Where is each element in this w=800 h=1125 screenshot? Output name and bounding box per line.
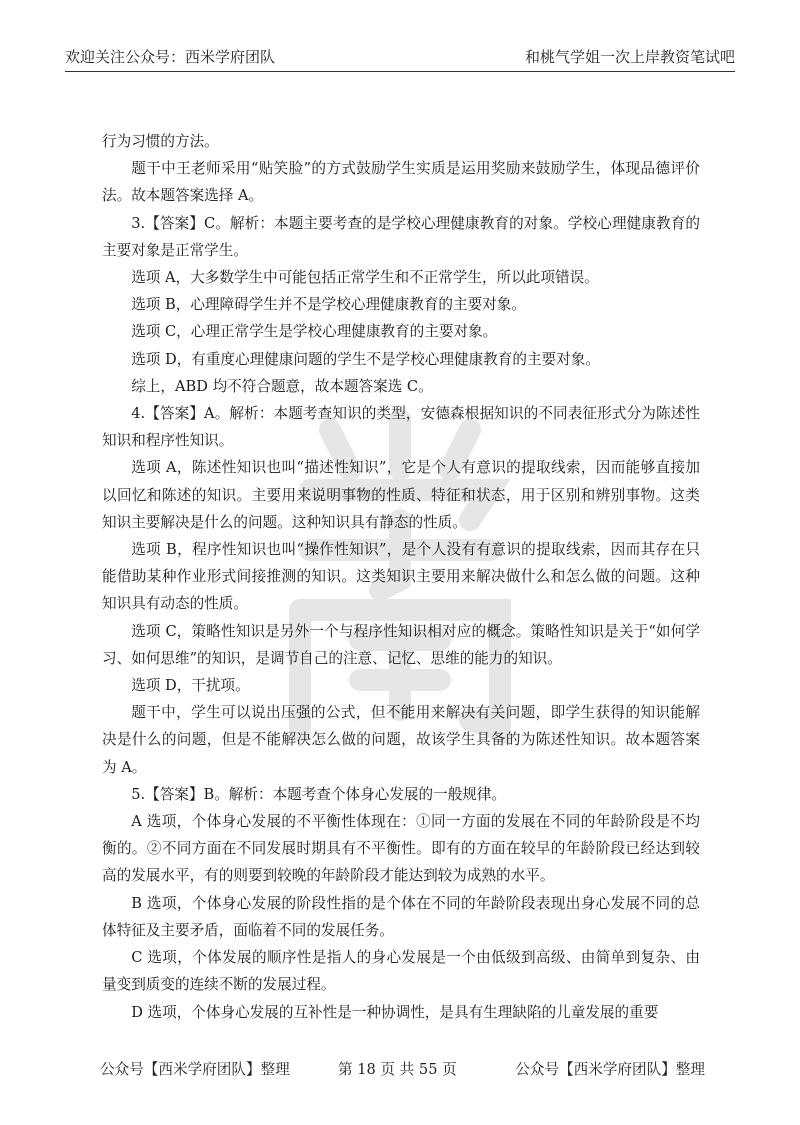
footer-right-text: 公众号【西米学府团队】整理 [515,1061,705,1078]
paragraph: 选项 B，心理障碍学生并不是学校心理健康教育的主要对象。 [131,296,526,314]
paragraph: 选项 A，陈述性知识也叫“描述性知识”，它是个人有意识的提取线索，因而能够直接加以回忆和陈述的知识。主要用来说明事物的性质、特征和状态，用于区别和辨别事物。这类知识主要解决是什么的问题。这种知识具有静态的性质。 [102,459,700,531]
header-right-text: 和桃气学姐一次上岸教资笔试吧 [524,48,735,66]
paragraph: 选项 C，策略性知识是另外一个与程序性知识相对应的概念。策略性知识是关于“如何学习、如何思维”的知识，是调节自己的注意、记忆、思维的能力的知识。 [102,622,700,667]
paragraph: 综上，ABD 均不符合题意，故本题答案选 C。 [131,377,433,395]
paragraph: C 选项，个体发展的顺序性是指人的身心发展是一个由低级到高级、由简单到复杂、由量变到质变的连续不断的发展过程。 [102,949,700,994]
paragraph: 5.【答案】B。解析：本题考查个体身心发展的一般规律。 [131,785,507,803]
paragraph: 3.【答案】C。解析：本题主要考查的是学校心理健康教育的对象。学校心理健康教育的主要对象是正常学生。 [102,214,700,259]
page-number: 第 18 页 共 55 页 [338,1061,457,1078]
paragraph: 选项 B，程序性知识也叫“操作性知识”，是个人没有有意识的提取线索，因而其存在只能借助某种作业形式间接推测的知识。这类知识主要用来解决做什么和怎么做的问题。这种知识具有动态的性质。 [102,541,700,613]
paragraph: 选项 D，干扰项。 [131,677,250,695]
paragraph: 4.【答案】A。解析：本题考查知识的类型，安德森根据知识的不同表征形式分为陈述性知识和程序性知识。 [102,405,700,450]
page-footer [100,1058,705,1082]
paragraph: 选项 D，有重度心理健康问题的学生不是学校心理健康教育的主要对象。 [131,350,600,368]
paragraph: A 选项，个体身心发展的不平衡性体现在：①同一方面的发展在不同的年龄阶段是不均衡的。②不同方面在不同发展时期具有不平衡性。即有的方面在较早的年龄阶段已经达到较高的发展水平，有的则要到较晚的年龄阶段才能达到较为成熟的水平。 [102,813,700,885]
paragraph: 选项 C，心理正常学生是学校心理健康教育的主要对象。 [131,323,498,341]
paragraph: 行为习惯的方法。 [102,133,219,150]
header-divider [65,71,735,72]
paragraph: 题干中，学生可以说出压强的公式，但不能用来解决有关问题，即学生获得的知识能解决是什么的问题，但是不能解决怎么做的问题，故该学生具备的为陈述性知识。故本题答案为 A。 [102,704,700,776]
footer-left-text: 公众号【西米学府团队】整理 [100,1061,290,1078]
paragraph: 题干中王老师采用“贴笑脸”的方式鼓励学生实质是运用奖励来鼓励学生，体现品德评价法。故本题答案选择 A。 [102,160,700,205]
page-header [65,42,735,72]
paragraph: D 选项，个体身心发展的互补性是一种协调性，是具有生理缺陷的儿童发展的重要 [131,1003,659,1021]
paragraph: 选项 A，大多数学生中可能包括正常学生和不正常学生，所以此项错误。 [131,269,599,287]
body-text [102,128,700,1026]
paragraph: B 选项，个体身心发展的阶段性指的是个体在不同的年龄阶段表现出身心发展不同的总体特征及主要矛盾，面临着不同的发展任务。 [102,894,700,939]
header-left-text: 欢迎关注公众号：西米学府团队 [65,48,276,66]
